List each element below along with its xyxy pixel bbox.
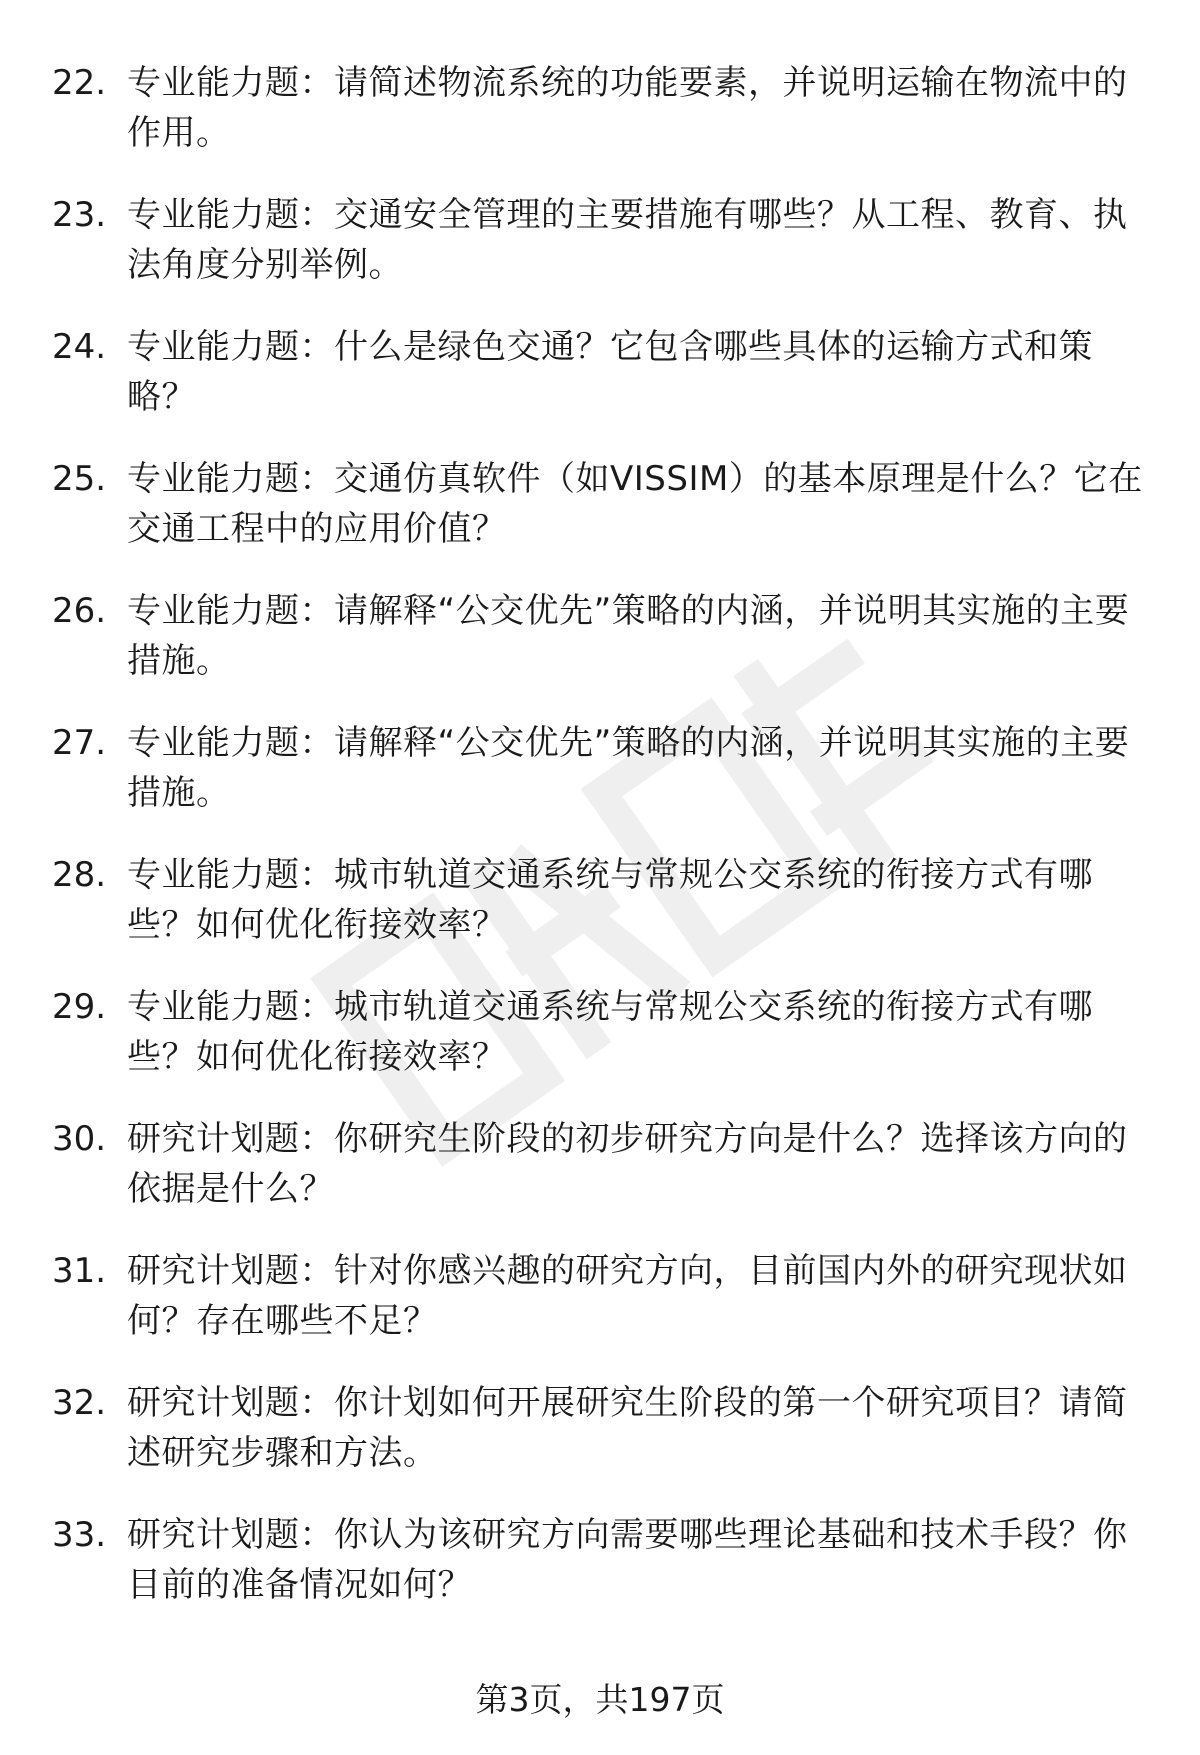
question-text: 专业能力题：交通安全管理的主要措施有哪些？从工程、教育、执法角度分别举例。: [127, 195, 1128, 285]
question-number: 26.: [52, 591, 107, 631]
question-item-32: [0, 1378, 1200, 1510]
question-number: 25.: [52, 459, 107, 499]
question-number: 28.: [52, 855, 107, 895]
question-number: 32.: [52, 1383, 107, 1423]
question-text: 研究计划题：你研究生阶段的初步研究方向是什么？选择该方向的依据是什么？: [127, 1119, 1128, 1209]
question-item-30: [0, 1114, 1200, 1246]
question-number: 22.: [52, 63, 107, 103]
question-item-22: [0, 58, 1200, 190]
question-text: 研究计划题：你计划如何开展研究生阶段的第一个研究项目？请简述研究步骤和方法。: [127, 1383, 1128, 1473]
question-number: 23.: [52, 195, 107, 235]
page-number-label: 第3页，共197页: [475, 1680, 725, 1719]
question-text: 专业能力题：请解释“公交优先”策略的内涵，并说明其实施的主要措施。: [127, 723, 1130, 813]
question-item-29: [0, 982, 1200, 1114]
question-number: 30.: [52, 1119, 107, 1159]
question-item-26: [0, 586, 1200, 718]
question-text: 专业能力题：交通仿真软件（如VISSIM）的基本原理是什么？它在交通工程中的应用价值？: [127, 459, 1143, 549]
question-item-24: [0, 322, 1200, 454]
question-text: 专业能力题：请解释“公交优先”策略的内涵，并说明其实施的主要措施。: [127, 591, 1130, 681]
question-number: 31.: [52, 1251, 107, 1291]
question-number: 27.: [52, 723, 107, 763]
question-text: 专业能力题：什么是绿色交通？它包含哪些具体的运输方式和策略？: [127, 327, 1093, 417]
question-item-28: [0, 850, 1200, 982]
question-text: 专业能力题：城市轨道交通系统与常规公交系统的衔接方式有哪些？如何优化衔接效率？: [127, 987, 1093, 1077]
page-footer: [0, 1676, 1200, 1724]
question-text: 研究计划题：你认为该研究方向需要哪些理论基础和技术手段？你目前的准备情况如何？: [127, 1515, 1128, 1605]
question-number: 33.: [52, 1515, 107, 1555]
question-list: [0, 58, 1200, 1642]
question-item-23: [0, 190, 1200, 322]
question-text: 研究计划题：针对你感兴趣的研究方向，目前国内外的研究现状如何？存在哪些不足？: [127, 1251, 1128, 1341]
question-item-33: [0, 1510, 1200, 1642]
question-text: 专业能力题：城市轨道交通系统与常规公交系统的衔接方式有哪些？如何优化衔接效率？: [127, 855, 1093, 945]
question-text: 专业能力题：请简述物流系统的功能要素，并说明运输在物流中的作用。: [127, 63, 1128, 153]
question-item-31: [0, 1246, 1200, 1378]
question-item-27: [0, 718, 1200, 850]
question-number: 29.: [52, 987, 107, 1027]
question-number: 24.: [52, 327, 107, 367]
question-item-25: [0, 454, 1200, 586]
